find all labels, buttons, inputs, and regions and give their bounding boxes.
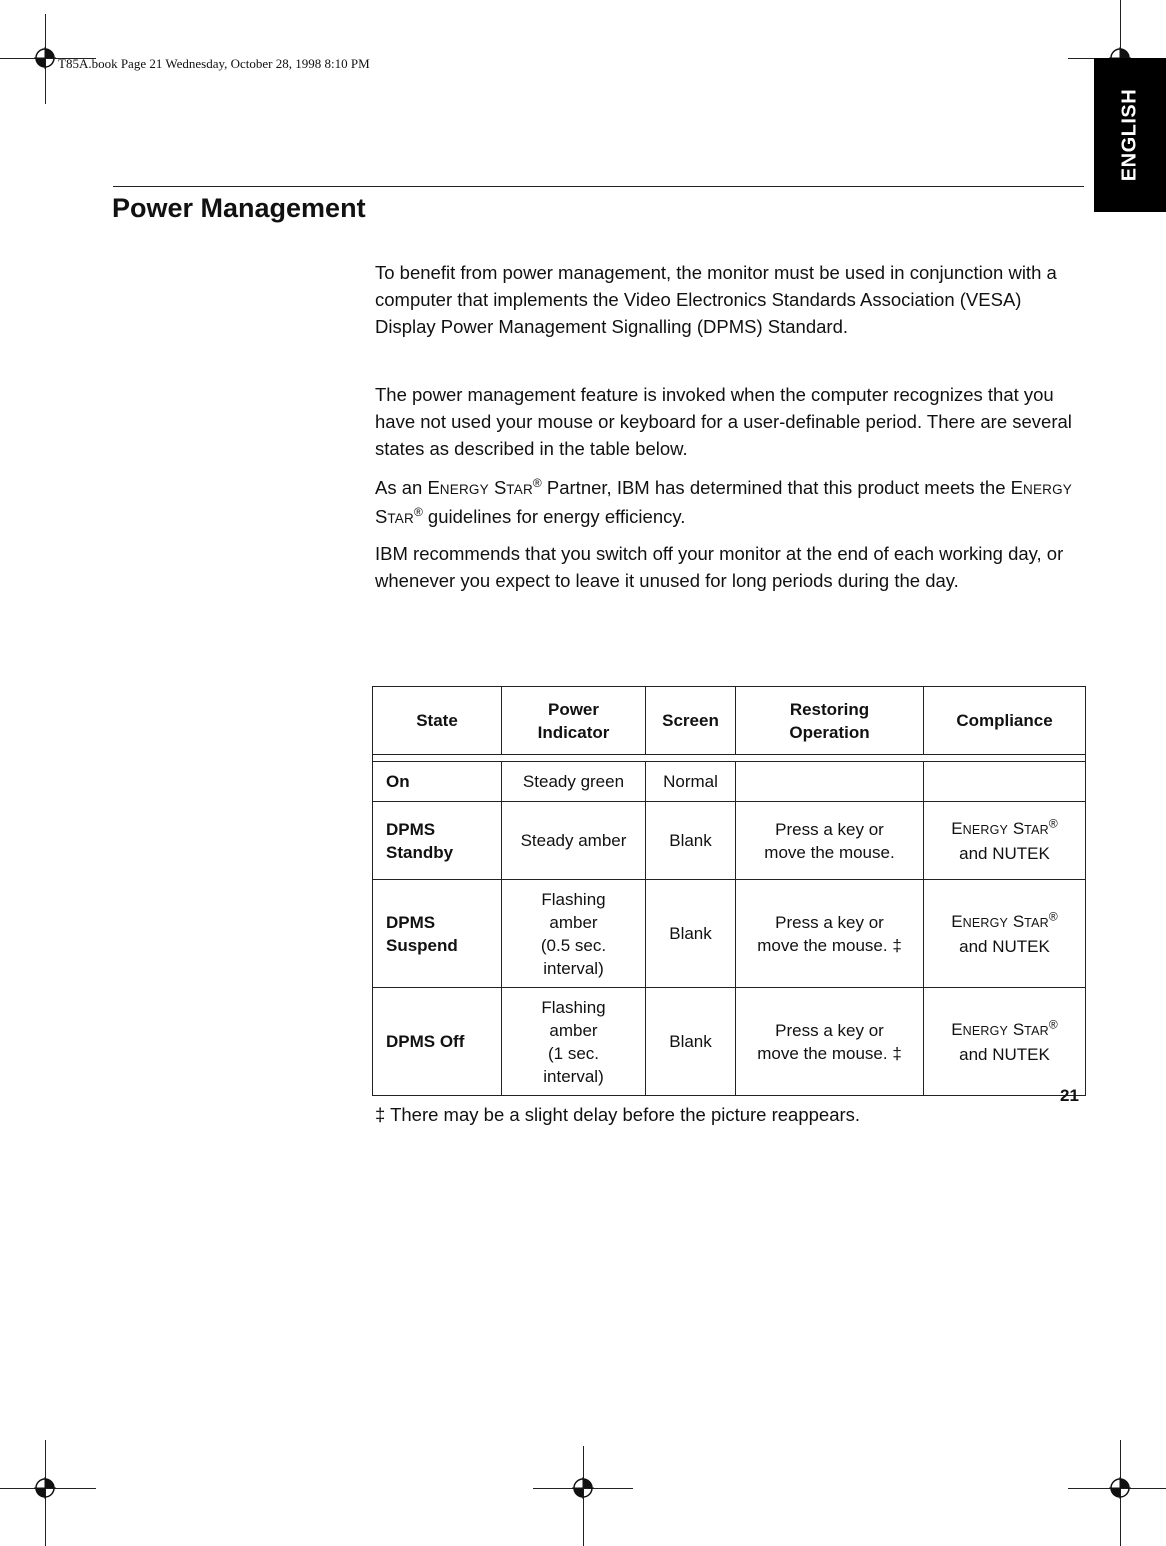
cell-screen: Normal — [646, 762, 736, 802]
paragraph-energy-star: As an ENERGY STAR® Partner, IBM has determined that this product meets the ENERGY STAR® guidelines for energy efficiency. — [375, 475, 1073, 527]
cell-compliance: ENERGY STAR® and NUTEK — [924, 802, 1086, 880]
cell-restoring-operation: Press a key or move the mouse. ‡ — [736, 988, 924, 1096]
footnote: ‡ There may be a slight delay before the picture reappears. — [375, 1104, 861, 1125]
cell-state: On — [373, 762, 502, 802]
registration-mark-icon — [34, 1477, 56, 1499]
power-states-table — [372, 686, 1086, 1096]
table-row — [373, 802, 1086, 880]
registration-mark-icon — [572, 1477, 594, 1499]
header-state: State — [373, 687, 502, 755]
cell-state: DPMS Standby — [373, 802, 502, 880]
energy-star-mark: ENERGY STAR — [951, 1019, 1049, 1039]
registration-mark-icon — [1109, 1477, 1131, 1499]
registration-mark-icon — [34, 47, 56, 69]
header-compliance: Compliance — [924, 687, 1086, 755]
cell-power-indicator: Steady green — [502, 762, 646, 802]
header-power-indicator: Power Indicator — [502, 687, 646, 755]
cell-screen: Blank — [646, 880, 736, 988]
table-header-row — [373, 687, 1086, 755]
language-tab — [1094, 58, 1166, 212]
cell-state: DPMS Off — [373, 988, 502, 1096]
language-tab-label: ENGLISH — [1118, 88, 1141, 182]
page-title: Power Management — [112, 193, 366, 223]
table-row — [373, 880, 1086, 988]
cell-power-indicator: Flashing amber (1 sec. interval) — [502, 988, 646, 1096]
energy-star-mark: ENERGY STAR — [951, 911, 1049, 931]
energy-star-mark: ENERGY STAR — [375, 477, 1073, 527]
cell-power-indicator: Flashing amber (0.5 sec. interval) — [502, 880, 646, 988]
print-header: T85A.book Page 21 Wednesday, October 28, 1998 8:10 PM — [58, 56, 370, 71]
paragraph-vesa: To benefit from power management, the monitor must be used in conjunction with a computer that implements the Video Electronics Standards Association (VESA) Display Power Management Signalling (DPMS) Standard. — [375, 262, 1057, 337]
cell-screen: Blank — [646, 802, 736, 880]
header-screen: Screen — [646, 687, 736, 755]
energy-star-mark: ENERGY STAR — [951, 818, 1049, 838]
cell-compliance — [924, 762, 1086, 802]
header-restoring: Restoring Operation — [736, 687, 924, 755]
paragraph-recommendation: IBM recommends that you switch off your monitor at the end of each working day, or whenever you expect to leave it unused for long periods during the day. — [375, 543, 1064, 591]
cell-state: DPMS Suspend — [373, 880, 502, 988]
title-rule — [113, 186, 1084, 187]
paragraph-feature: The power management feature is invoked when the computer recognizes that you have not used your mouse or keyboard for a user-definable period. There are several states as described in the table below. — [375, 384, 1072, 459]
table-row — [373, 988, 1086, 1096]
cell-restoring-operation — [736, 762, 924, 802]
cell-screen: Blank — [646, 988, 736, 1096]
page-number: 21 — [1060, 1086, 1079, 1105]
table-row — [373, 762, 1086, 802]
cell-restoring-operation: Press a key or move the mouse. ‡ — [736, 880, 924, 988]
cell-restoring-operation: Press a key or move the mouse. — [736, 802, 924, 880]
cell-compliance: ENERGY STAR® and NUTEK — [924, 880, 1086, 988]
cell-power-indicator: Steady amber — [502, 802, 646, 880]
energy-star-mark: ENERGY STAR — [427, 477, 533, 498]
cell-compliance: ENERGY STAR® and NUTEK — [924, 988, 1086, 1096]
